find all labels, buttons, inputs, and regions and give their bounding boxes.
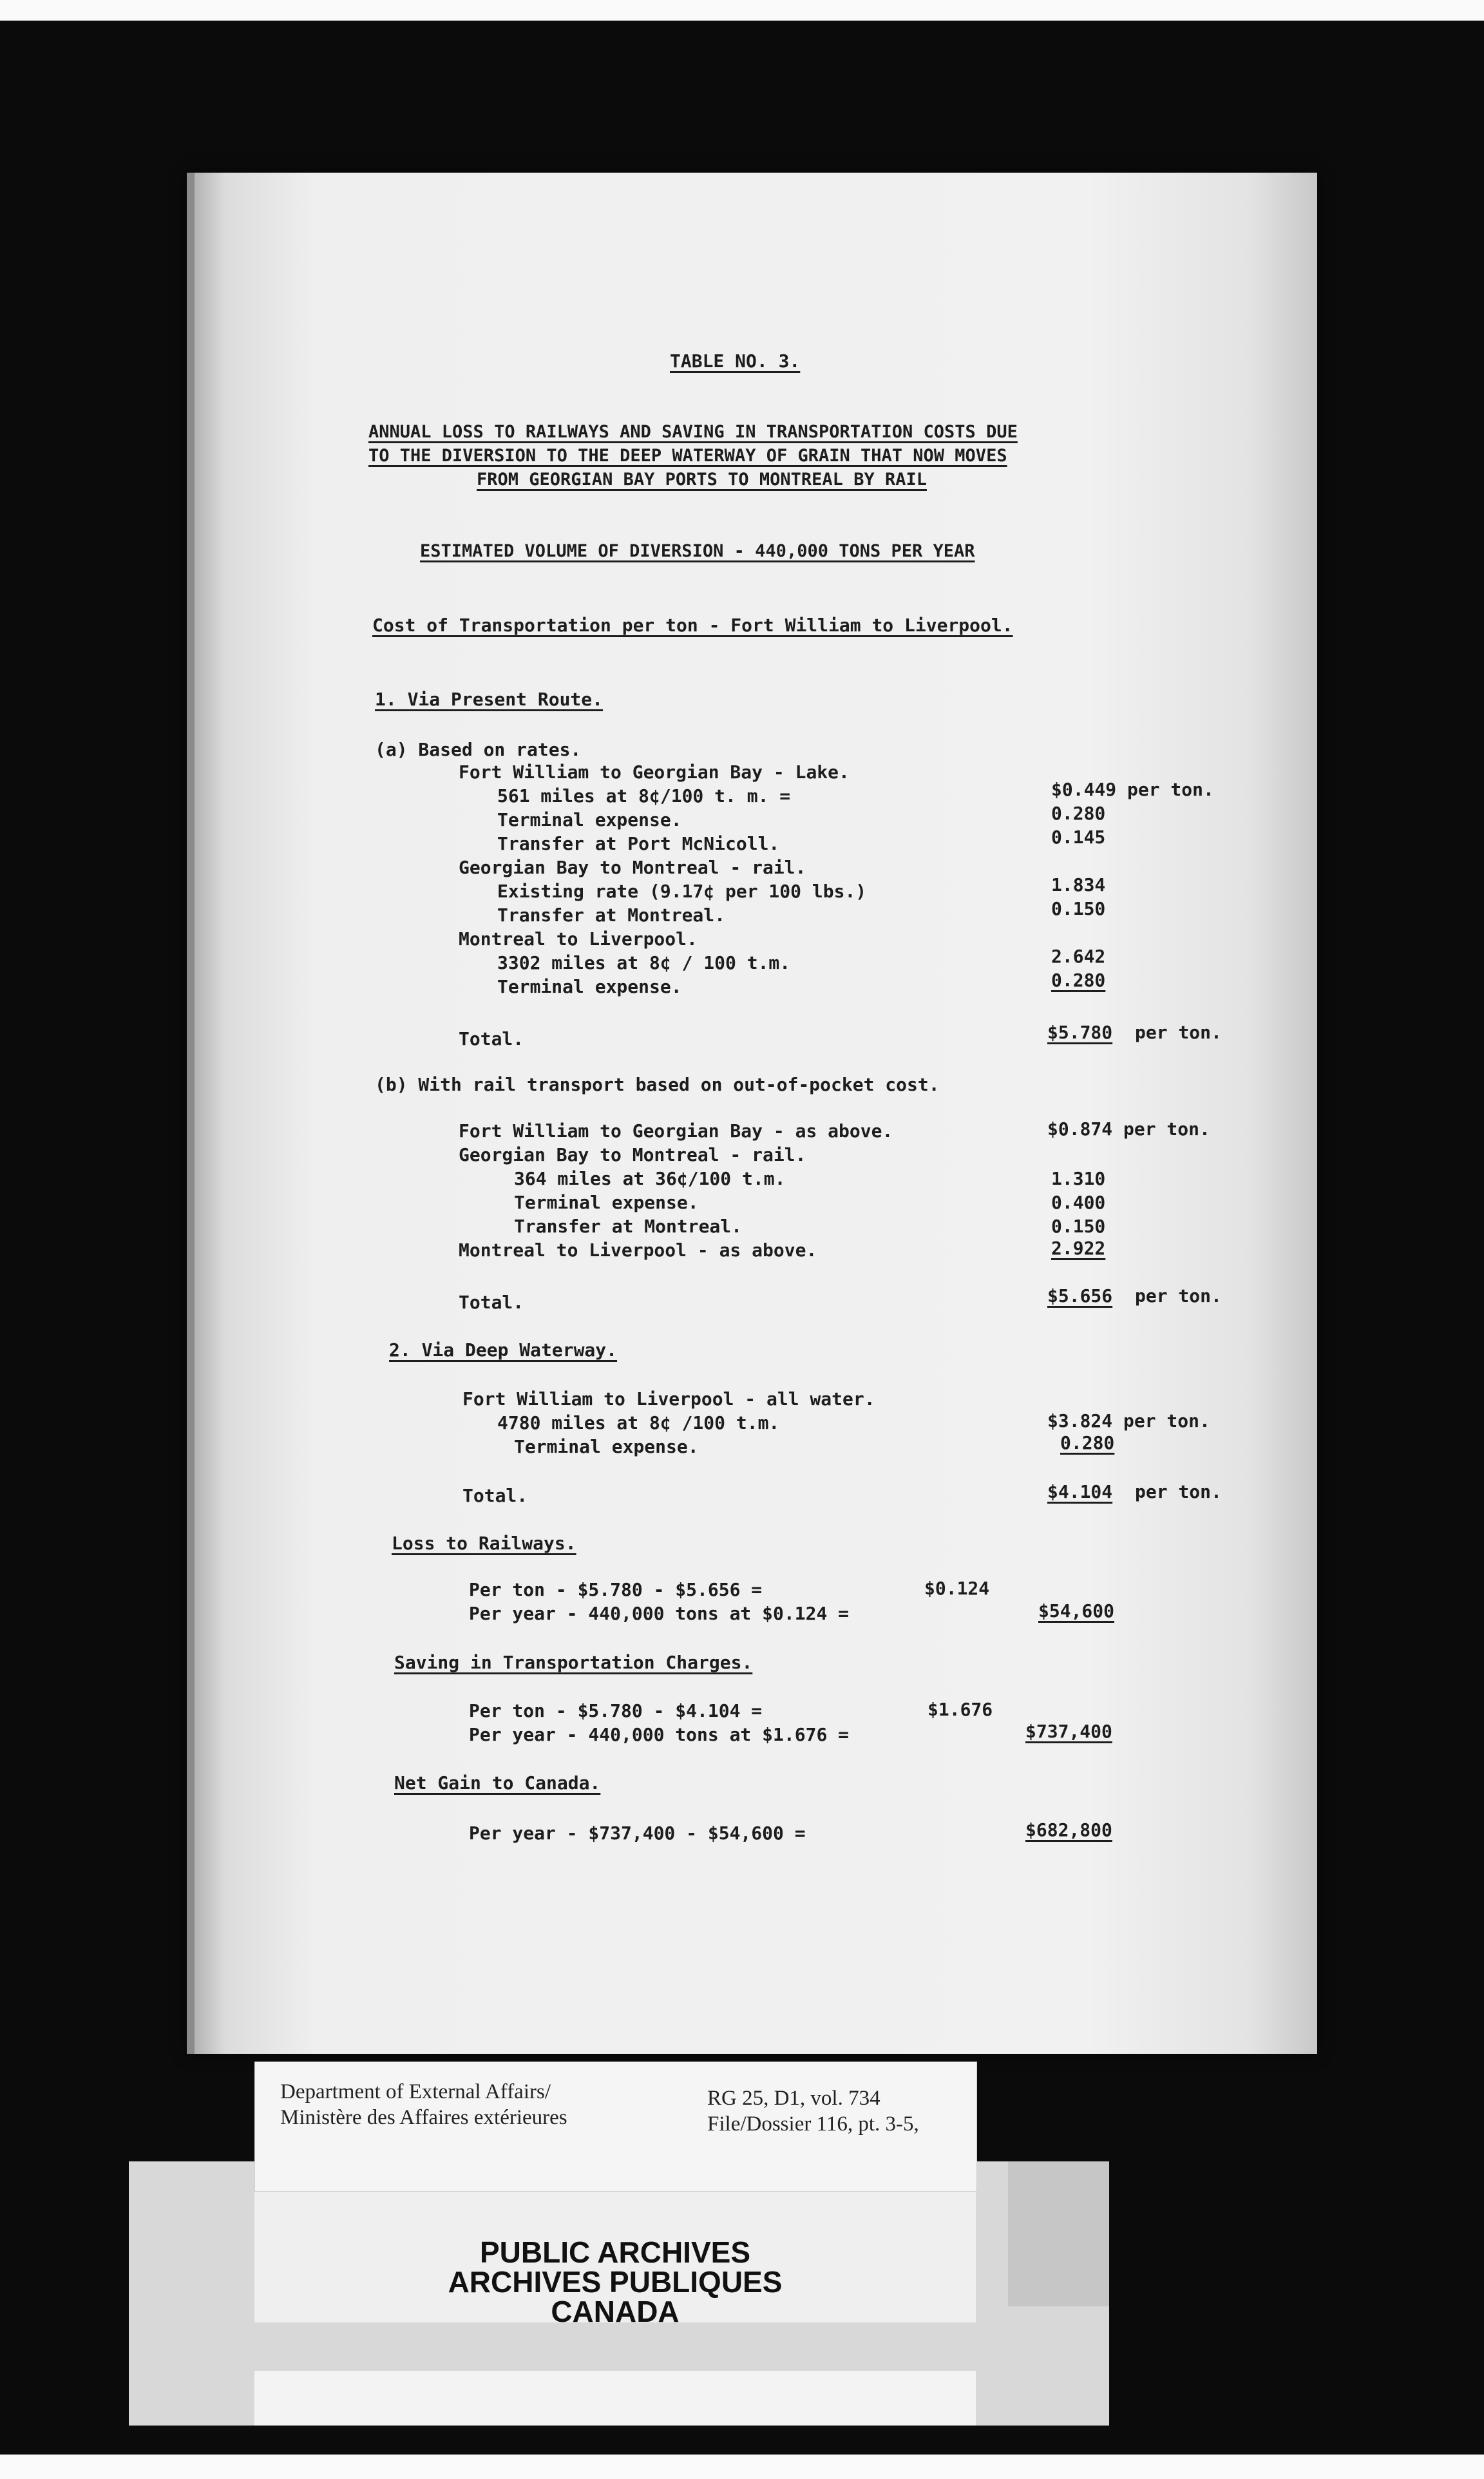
saving-per-ton: Per ton - $5.780 - $4.104 = xyxy=(469,1700,763,1721)
loss-per-ton-value: $0.124 xyxy=(924,1578,990,1599)
a-row-amount: 0.280 xyxy=(1051,803,1106,824)
c-total-value: $4.104 xyxy=(1047,1481,1113,1502)
page-left-edge xyxy=(187,173,195,2054)
section-b-heading: (b) With rail transport based on out-of-pocket cost. xyxy=(375,1074,940,1095)
b-row-text: Transfer at Montreal. xyxy=(514,1216,743,1237)
a-row-text: Montreal to Liverpool. xyxy=(459,928,698,950)
a-row-amount: 2.642 xyxy=(1051,946,1106,967)
b-row-text: Fort William to Georgian Bay - as above. xyxy=(459,1120,893,1142)
archive-stamp-strip xyxy=(254,2371,976,2426)
b-row-text: Montreal to Liverpool - as above. xyxy=(459,1240,817,1261)
a-row-text: Terminal expense. xyxy=(497,976,682,997)
a-total-suffix: per ton. xyxy=(1135,1022,1222,1043)
scan-top-border xyxy=(0,0,1484,21)
b-row-amount: 1.310 xyxy=(1051,1168,1106,1189)
a-total-value: $5.780 xyxy=(1047,1022,1113,1043)
a-row-amount: $0.449 per ton. xyxy=(1051,779,1214,800)
a-row-amount: 0.145 xyxy=(1051,827,1106,848)
loss-per-year: Per year - 440,000 tons at $0.124 = xyxy=(469,1603,850,1624)
c-row-amount: $3.824 per ton. xyxy=(1047,1410,1210,1431)
saving-per-ton-value: $1.676 xyxy=(928,1699,993,1720)
a-row-amount: 1.834 xyxy=(1051,874,1106,895)
a-row-text: Terminal expense. xyxy=(497,809,682,830)
c-row-text: Terminal expense. xyxy=(514,1436,699,1457)
c-row-text: Fort William to Liverpool - all water. xyxy=(462,1388,875,1410)
cost-heading: Cost of Transportation per ton - Fort William to Liverpool. xyxy=(372,615,1013,636)
a-row-text: 561 miles at 8¢/100 t. m. = xyxy=(497,785,791,807)
a-row-amount: 0.280 xyxy=(1051,970,1106,991)
stamp-line-3: CANADA xyxy=(551,2295,680,2328)
a-row-text: Fort William to Georgian Bay - Lake. xyxy=(459,761,850,783)
section-1-heading: 1. Via Present Route. xyxy=(375,689,604,710)
loss-per-ton: Per ton - $5.780 - $5.656 = xyxy=(469,1579,763,1600)
a-row-text: Georgian Bay to Montreal - rail. xyxy=(459,857,806,878)
b-total-suffix: per ton. xyxy=(1135,1285,1222,1306)
gain-per-year: Per year - $737,400 - $54,600 = xyxy=(469,1823,806,1844)
b-row-amount: 2.922 xyxy=(1051,1238,1106,1259)
a-total-label: Total. xyxy=(459,1028,524,1049)
a-row-text: Existing rate (9.17¢ per 100 lbs.) xyxy=(497,881,867,902)
label-ref-line2: File/Dossier 116, pt. 3-5, xyxy=(707,2112,919,2136)
archive-stamp-side xyxy=(1008,2161,1109,2306)
estimate-line: ESTIMATED VOLUME OF DIVERSION - 440,000 TONS PER YEAR xyxy=(420,541,975,561)
b-row-amount: 0.400 xyxy=(1051,1192,1106,1213)
scan-bottom-border xyxy=(0,2455,1484,2479)
stamp-line-1: PUBLIC ARCHIVES xyxy=(480,2235,750,2269)
b-row-text: Georgian Bay to Montreal - rail. xyxy=(459,1144,806,1165)
c-total-suffix: per ton. xyxy=(1135,1481,1222,1502)
title-line-3: FROM GEORGIAN BAY PORTS TO MONTREAL BY RAIL xyxy=(477,470,927,490)
c-row-amount: 0.280 xyxy=(1060,1432,1115,1453)
a-row-text: 3302 miles at 8¢ / 100 t.m. xyxy=(497,952,791,973)
a-row-text: Transfer at Port McNicoll. xyxy=(497,833,780,854)
label-dept-en: Department of External Affairs/ xyxy=(280,2080,551,2103)
b-row-amount: $0.874 per ton. xyxy=(1047,1118,1210,1140)
label-dept-fr: Ministère des Affaires extérieures xyxy=(280,2106,567,2129)
saving-per-year-value: $737,400 xyxy=(1025,1721,1112,1742)
saving-heading: Saving in Transportation Charges. xyxy=(394,1652,753,1673)
gain-per-year-value: $682,800 xyxy=(1025,1819,1112,1841)
saving-per-year: Per year - 440,000 tons at $1.676 = xyxy=(469,1724,850,1745)
title-line-1: ANNUAL LOSS TO RAILWAYS AND SAVING IN TRANSPORTATION COSTS DUE xyxy=(368,422,1018,442)
b-total-label: Total. xyxy=(459,1292,524,1313)
title-line-2: TO THE DIVERSION TO THE DEEP WATERWAY OF GRAIN THAT NOW MOVES xyxy=(368,446,1007,466)
stamp-line-2: ARCHIVES PUBLIQUES xyxy=(448,2265,783,2299)
a-row-amount: 0.150 xyxy=(1051,898,1106,919)
section-2-heading: 2. Via Deep Waterway. xyxy=(389,1339,618,1361)
table-number: TABLE NO. 3. xyxy=(670,350,801,372)
section-a-heading: (a) Based on rates. xyxy=(375,739,582,760)
label-ref-line1: RG 25, D1, vol. 734 xyxy=(707,2087,880,2110)
c-total-label: Total. xyxy=(462,1485,528,1506)
b-row-text: Terminal expense. xyxy=(514,1192,699,1213)
a-row-text: Transfer at Montreal. xyxy=(497,905,726,926)
b-row-text: 364 miles at 36¢/100 t.m. xyxy=(514,1168,786,1189)
loss-heading: Loss to Railways. xyxy=(392,1533,576,1554)
loss-per-year-value: $54,600 xyxy=(1038,1600,1115,1622)
c-row-text: 4780 miles at 8¢ /100 t.m. xyxy=(497,1412,780,1433)
b-row-amount: 0.150 xyxy=(1051,1216,1106,1237)
b-total-value: $5.656 xyxy=(1047,1285,1113,1306)
gain-heading: Net Gain to Canada. xyxy=(394,1772,601,1794)
